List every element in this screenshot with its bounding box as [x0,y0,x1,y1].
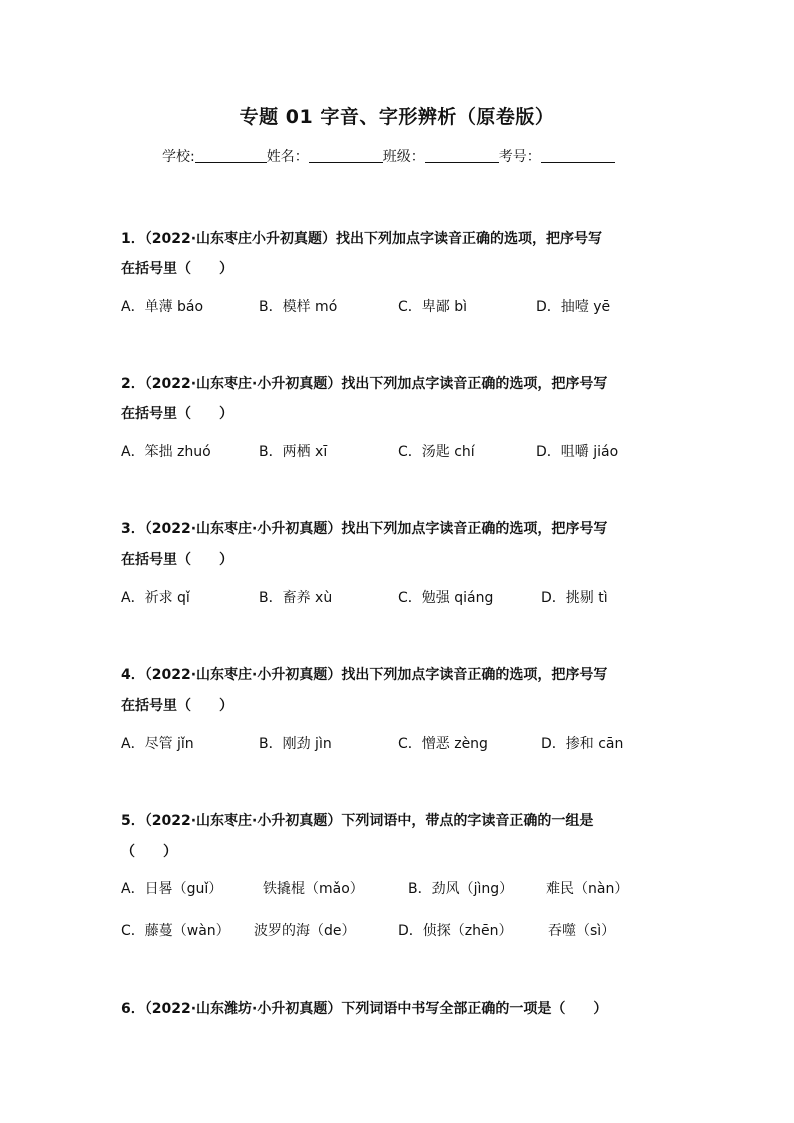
question-1-text: 1．（2022·山东枣庄小升初真题）找出下列加点字读音正确的选项，把序号写 [121,231,603,247]
question-4-paren: 在括号里（ ） [121,698,233,714]
question-4-text: 4．（2022·山东枣庄·小升初真题）找出下列加点字读音正确的选项，把序号写 [121,667,608,683]
question-1-option-a[interactable]: A．单薄 báo [121,299,204,315]
school-blank[interactable] [195,148,267,163]
question-5-option-d-word2: 吞噬（sì） [548,923,616,939]
question-3-text: 3．（2022·山东枣庄·小升初真题）找出下列加点字读音正确的选项，把序号写 [121,521,608,537]
class-blank[interactable] [425,148,499,163]
question-5-text: 5．（2022·山东枣庄·小升初真题）下列词语中，带点的字读音正确的一组是 [121,813,594,829]
question-5-option-a-word2: 铁撬棍（mǎo） [263,881,364,897]
school-label: 学校: [162,149,195,165]
name-label: 姓名： [266,149,309,165]
question-5-option-b[interactable]: B．劲风（jìng） [408,881,514,897]
question-6-text: 6．（2022·山东潍坊·小升初真题）下列词语中书写全部正确的一项是（ ） [121,1001,608,1017]
question-2-option-c[interactable]: C．汤匙 chí [398,444,475,460]
question-5-option-c[interactable]: C．藤蔓（wàn） [121,923,230,939]
page-title: 专题 01 字音、字形辨析（原卷版） [239,106,555,128]
question-3-option-b[interactable]: B．畜养 xù [259,590,333,606]
question-5-option-d[interactable]: D．侦探（zhēn） [398,923,513,939]
exam-no-blank[interactable] [541,148,615,163]
question-3-option-d[interactable]: D．挑剔 tì [541,590,608,606]
question-4-option-a[interactable]: A．尽管 jǐn [121,736,194,752]
question-3-paren: 在括号里（ ） [121,552,233,568]
question-2-option-d[interactable]: D．咀嚼 jiáo [536,444,619,460]
question-5-option-a[interactable]: A．日晷（guǐ） [121,881,223,897]
question-5-option-b-word2: 难民（nàn） [546,881,629,897]
question-5-paren: （ ） [121,844,177,860]
question-1-option-d[interactable]: D．抽噎 yē [536,299,611,315]
question-4-option-d[interactable]: D．掺和 cān [541,736,624,752]
question-3-option-a[interactable]: A．祈求 qǐ [121,590,190,606]
question-2-option-a[interactable]: A．笨拙 zhuó [121,444,211,460]
question-4-option-c[interactable]: C．憎恶 zèng [398,736,488,752]
question-2-paren: 在括号里（ ） [121,406,233,422]
question-5-option-c-word2: 波罗的海（de） [254,923,356,939]
question-1-option-c[interactable]: C．卑鄙 bì [398,299,468,315]
question-3-option-c[interactable]: C．勉强 qiáng [398,590,494,606]
exam-no-label: 考号： [498,149,541,165]
question-1-paren: 在括号里（ ） [121,261,233,277]
question-1-option-b[interactable]: B．模样 mó [259,299,338,315]
question-4-option-b[interactable]: B．刚劲 jìn [259,736,332,752]
name-blank[interactable] [309,148,383,163]
student-info-line [162,146,615,166]
question-2-option-b[interactable]: B．两栖 xī [259,444,328,460]
question-2-text: 2．（2022·山东枣庄·小升初真题）找出下列加点字读音正确的选项，把序号写 [121,376,608,392]
class-label: 班级： [382,149,425,165]
